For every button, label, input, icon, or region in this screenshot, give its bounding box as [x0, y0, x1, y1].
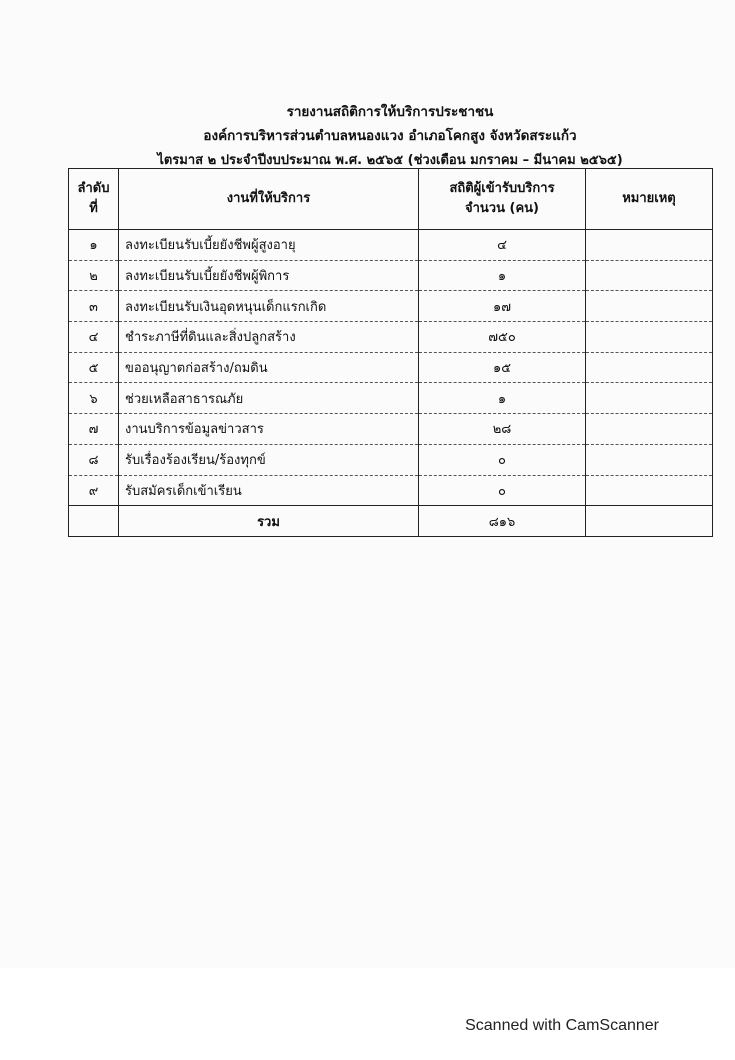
table-row — [69, 230, 713, 261]
row-remark — [586, 260, 713, 291]
row-remark — [586, 322, 713, 353]
row-number: ๘ — [69, 444, 119, 475]
header-service: งานที่ให้บริการ — [119, 169, 419, 230]
table-row — [69, 444, 713, 475]
row-service: ลงทะเบียนรับเบี้ยยังชีพผู้พิการ — [119, 260, 419, 291]
service-statistics-table — [68, 168, 713, 537]
row-number: ๗ — [69, 414, 119, 445]
row-count: ๔ — [419, 230, 586, 261]
row-number: ๙ — [69, 475, 119, 506]
table-row — [69, 475, 713, 506]
row-remark — [586, 352, 713, 383]
row-count: ๗๕๐ — [419, 322, 586, 353]
row-service: ช่วยเหลือสาธารณภัย — [119, 383, 419, 414]
table-row — [69, 291, 713, 322]
row-service: ลงทะเบียนรับเงินอุดหนุนเด็กแรกเกิด — [119, 291, 419, 322]
row-number: ๑ — [69, 230, 119, 261]
row-remark — [586, 230, 713, 261]
row-remark — [586, 383, 713, 414]
scanner-watermark: Scanned with CamScanner — [465, 1017, 659, 1034]
row-remark — [586, 291, 713, 322]
row-service: งานบริการข้อมูลข่าวสาร — [119, 414, 419, 445]
table-header-row — [69, 169, 713, 230]
table-row — [69, 260, 713, 291]
total-row — [69, 506, 713, 537]
header-remark: หมายเหตุ — [586, 169, 713, 230]
row-count: ๐ — [419, 444, 586, 475]
row-count: ๑๕ — [419, 352, 586, 383]
total-count: ๘๑๖ — [419, 506, 586, 537]
row-count: ๑ — [419, 383, 586, 414]
row-service: ชำระภาษีที่ดินและสิ่งปลูกสร้าง — [119, 322, 419, 353]
organization-name: องค์การบริหารส่วนตำบลหนองแวง อำเภอโคกสูง จังหวัดสระแก้ว — [203, 128, 577, 144]
header-stats-line1: สถิติผู้เข้ารับบริการ — [449, 181, 555, 196]
row-count: ๒๘ — [419, 414, 586, 445]
total-remark — [586, 506, 713, 537]
row-count: ๑ — [419, 260, 586, 291]
row-remark — [586, 414, 713, 445]
row-remark — [586, 444, 713, 475]
report-period: ไตรมาส ๒ ประจำปีงบประมาณ พ.ศ. ๒๕๖๕ (ช่วงเดือน มกราคม – มีนาคม ๒๕๖๕) — [157, 153, 623, 168]
row-number: ๓ — [69, 291, 119, 322]
header-order — [69, 169, 119, 230]
row-service: ขออนุญาตก่อสร้าง/ถมดิน — [119, 352, 419, 383]
row-number: ๒ — [69, 260, 119, 291]
table-row — [69, 352, 713, 383]
report-title: รายงานสถิติการให้บริการประชาชน — [286, 104, 494, 120]
row-count: ๑๗ — [419, 291, 586, 322]
header-stats-line2: จำนวน (คน) — [465, 201, 539, 216]
row-number: ๖ — [69, 383, 119, 414]
table-row — [69, 383, 713, 414]
row-service: รับเรื่องร้องเรียน/ร้องทุกข์ — [119, 444, 419, 475]
header-order-line2: ที่ — [89, 201, 98, 216]
header-order-line1: ลำดับ — [77, 181, 110, 196]
row-number: ๕ — [69, 352, 119, 383]
row-service: รับสมัครเด็กเข้าเรียน — [119, 475, 419, 506]
row-number: ๔ — [69, 322, 119, 353]
row-remark — [586, 475, 713, 506]
row-count: ๐ — [419, 475, 586, 506]
table-row — [69, 414, 713, 445]
header-stats — [419, 169, 586, 230]
table-row — [69, 322, 713, 353]
total-label: รวม — [119, 506, 419, 537]
row-service: ลงทะเบียนรับเบี้ยยังชีพผู้สูงอายุ — [119, 230, 419, 261]
total-empty-cell — [69, 506, 119, 537]
